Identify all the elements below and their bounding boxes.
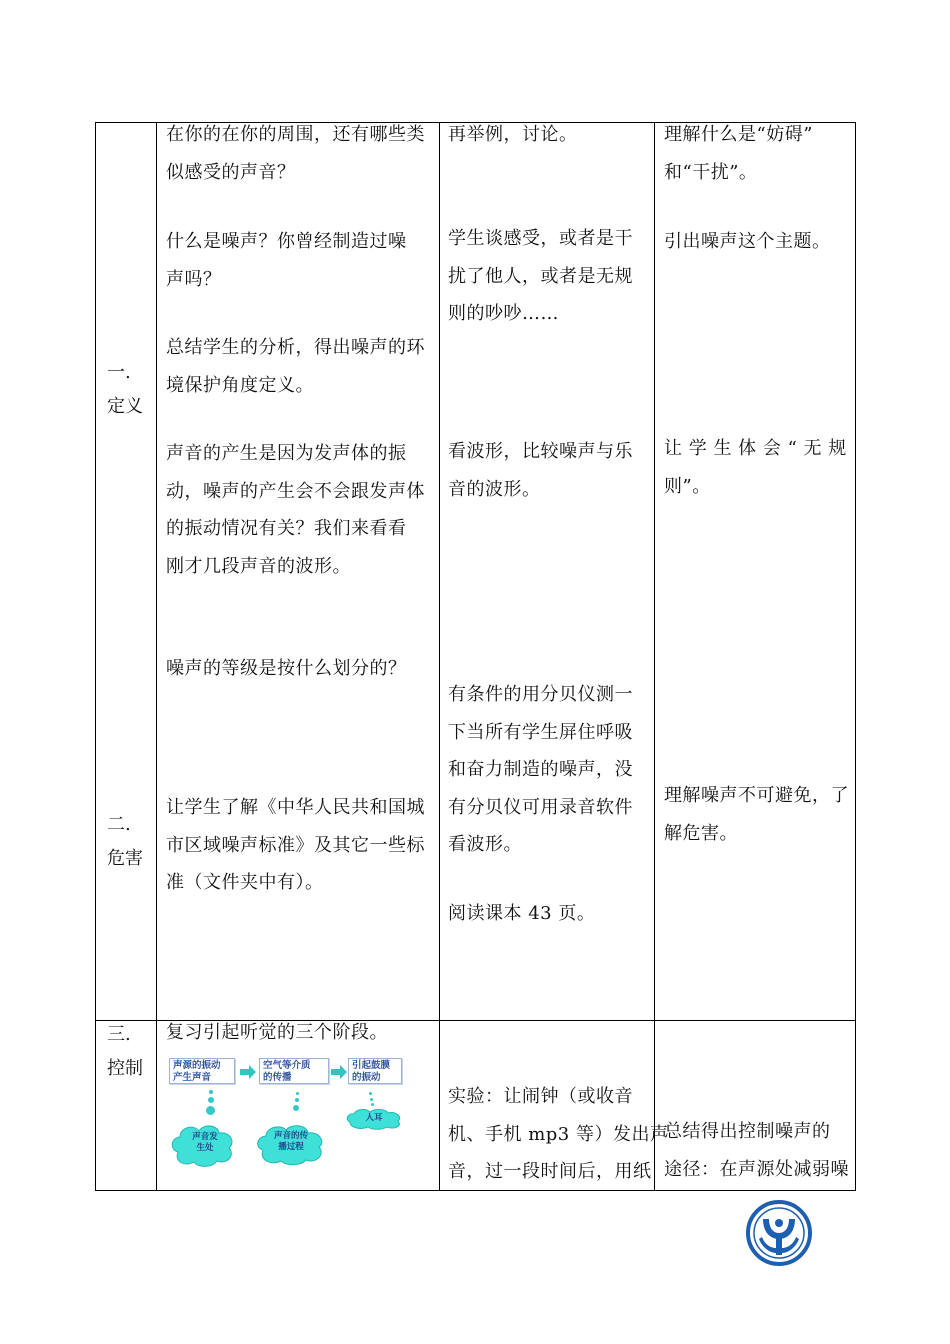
- activity-paragraph-5: 阅读课本 43 页。: [448, 903, 596, 924]
- column-divider-1: [156, 122, 157, 1191]
- thought-dot: [293, 1105, 299, 1111]
- row-label-harm: 二. 危害: [107, 814, 143, 869]
- thought-dot: [369, 1092, 372, 1095]
- activity-paragraph-6: 实验：让闹钟（或收音 机、手机 mp3 等）发出声 音，过一段时间后，用纸: [448, 1086, 669, 1182]
- intent-paragraph-5: 总结得出控制噪声的 途径：在声源处减弱噪: [664, 1121, 849, 1180]
- thought-dot: [370, 1098, 373, 1101]
- flow-box-medium: 空气等介质 的传播: [259, 1058, 329, 1084]
- content-paragraph-3: 总结学生的分析，得出噪声的环 境保护角度定义。: [166, 337, 425, 396]
- intent-paragraph-2: 引出噪声这个主题。: [664, 231, 831, 252]
- intent-paragraph-1: 理解什么是“妨碍” 和“干扰”。: [664, 124, 813, 183]
- flow-box-eardrum: 引起鼓膜 的振动: [348, 1058, 402, 1084]
- table-border-left: [95, 122, 96, 1191]
- activity-paragraph-3: 看波形，比较噪声与乐 音的波形。: [448, 441, 633, 500]
- row-label-definition: 一. 定义: [107, 362, 143, 417]
- intent-paragraph-3: 让 学 生 体 会 “ 无 规 则”。: [664, 438, 847, 497]
- flow-box-source: 声源的振动 产生声音: [169, 1058, 235, 1084]
- column-divider-3: [654, 122, 655, 1191]
- row-label-control: 三. 控制: [107, 1024, 143, 1079]
- thought-dot: [209, 1090, 213, 1094]
- content-paragraph-6: 让学生了解《中华人民共和国城 市区域噪声标准》及其它一些标 准（文件夹中有）。: [166, 797, 425, 893]
- activity-paragraph-1: 再举例，讨论。: [448, 124, 578, 145]
- content-paragraph-5: 噪声的等级是按什么划分的？: [166, 658, 407, 679]
- cloud-label-propagation: 声音的传 播过程: [273, 1131, 308, 1152]
- thought-dot: [208, 1097, 214, 1103]
- activity-paragraph-4: 有条件的用分贝仪测一 下当所有学生屏住呼吸 和奋力制造的噪声，没 有分贝仪可用录音软件 看波形。: [448, 684, 633, 855]
- right-arrow-icon: [331, 1065, 347, 1079]
- lesson-plan-table: [95, 122, 856, 1191]
- content-paragraph-2: 什么是噪声？你曾经制造过噪 声吗？: [166, 231, 407, 290]
- content-paragraph-4: 声音的产生是因为发声体的振 动，噪声的产生会不会跟发声体 的振动情况有关？我们来看看 刚才几段声音的波形。: [166, 443, 425, 577]
- school-logo-icon: [745, 1199, 813, 1267]
- content-paragraph-1: 在你的在你的周围，还有哪些类 似感受的声音？: [166, 124, 425, 183]
- content-paragraph-7: 复习引起听觉的三个阶段。: [166, 1022, 388, 1043]
- activity-paragraph-2: 学生谈感受，或者是干 扰了他人，或者是无规 则的吵吵……: [448, 228, 633, 324]
- column-divider-2: [439, 122, 440, 1191]
- thought-dot: [206, 1106, 215, 1115]
- intent-paragraph-4: 理解噪声不可避免，了 解危害。: [664, 785, 849, 844]
- table-border-right: [855, 122, 856, 1191]
- thought-dot: [371, 1103, 374, 1106]
- cloud-label-ear: 人耳: [365, 1113, 383, 1123]
- thought-dot: [296, 1092, 299, 1095]
- cloud-label-source: 声音发 生处: [192, 1132, 218, 1153]
- right-arrow-icon: [240, 1065, 256, 1079]
- thought-dot: [295, 1098, 299, 1102]
